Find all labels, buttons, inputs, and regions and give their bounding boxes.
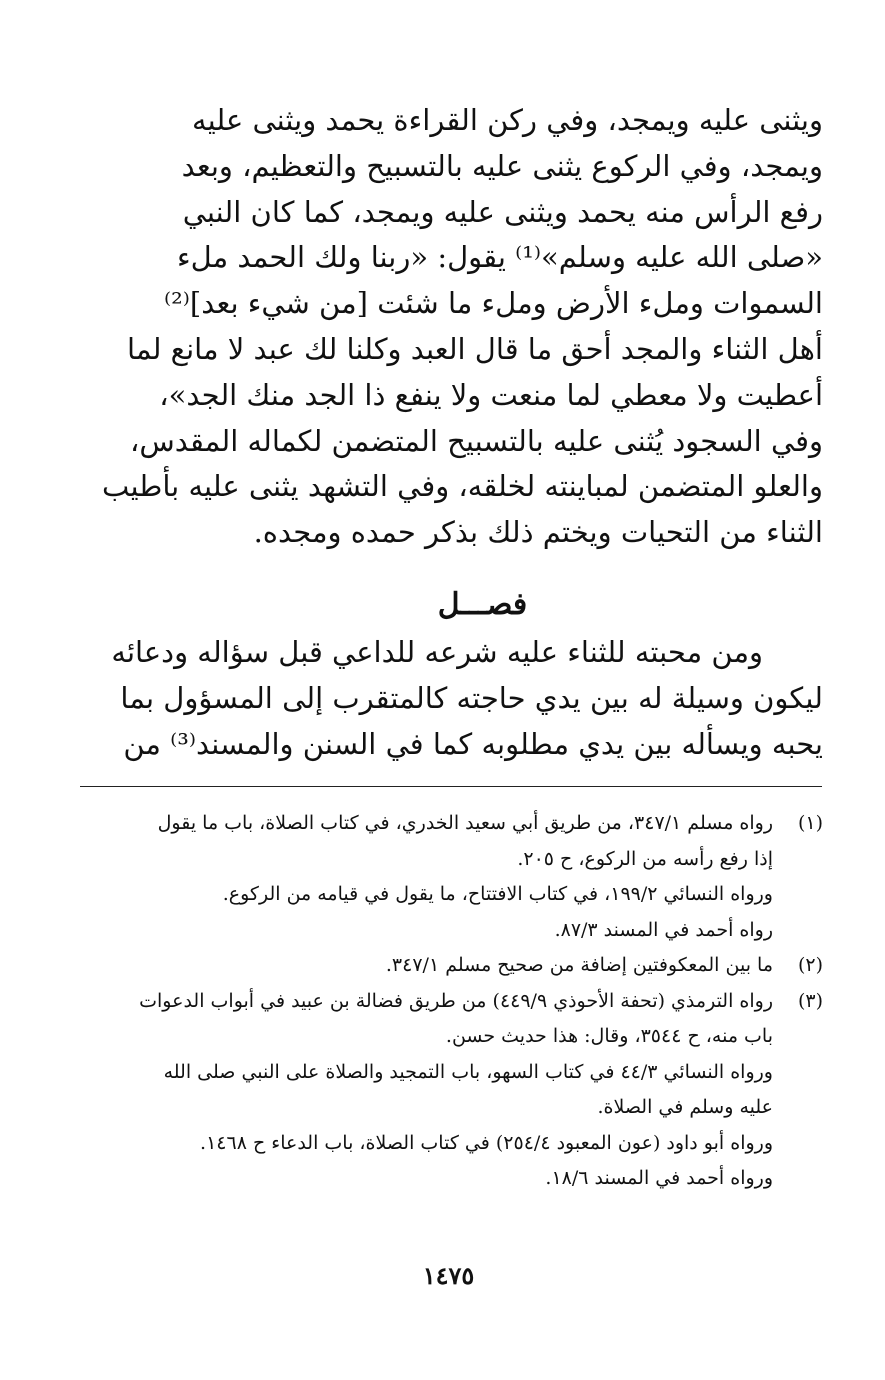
second-paragraph: [111, 630, 823, 767]
footnote-number: (٢): [797, 954, 823, 976]
footnote-number: (٣): [797, 989, 823, 1012]
page-number: [0, 1258, 885, 1294]
text-line: ويثنى عليه ويمجد، وفي ركن القراءة يحمد ويثنى عليه: [192, 103, 823, 137]
footnote-number: (١): [797, 812, 823, 834]
footnote-3: [63, 984, 823, 1197]
footnote-2: [63, 948, 823, 984]
footnote-line: ورواه النسائي ١٩٩/٢، في كتاب الافتتاح، ما يقول في قيامه من الركوع.: [222, 883, 773, 905]
footnote-line: باب منه، ح ٣٥٤٤، وقال: هذا حديث حسن.: [445, 1025, 773, 1047]
text-line: ويمجد، وفي الركوع يثنى عليه بالتسبيح والتعظيم، وبعد: [181, 148, 823, 183]
footnote-line: ورواه النسائي ٤٤/٣ في كتاب السهو، باب التمجيد والصلاة على النبي صلى الله: [163, 1060, 773, 1083]
footnote-line: ما بين المعكوفتين إضافة من صحيح مسلم ٣٤٧/١.: [385, 954, 773, 976]
footnotes: [63, 806, 823, 1197]
footnote-line: ورواه أحمد في المسند ١٨/٦.: [545, 1167, 773, 1189]
text-line: ليكون وسيلة له بين يدي حاجته كالمتقرب إلى المسؤول بما: [120, 680, 823, 715]
text-line: أعطيت ولا معطي لما منعت ولا ينفع ذا الجد منك الجد»،: [159, 377, 823, 412]
text-line: «صلى الله عليه وسلم»⁽¹⁾ يقول: «ربنا ولك الحمد ملء: [177, 240, 823, 275]
footnote-divider: [80, 786, 822, 787]
text-line: أهل الثناء والمجد أحق ما قال العبد وكلنا لك عبد لا مانع لما: [127, 331, 823, 366]
text-line: رفع الرأس منه يحمد ويثنى عليه ويمجد، كما كان النبي: [182, 194, 823, 229]
text-line: وفي السجود يُثنى عليه بالتسبيح المتضمن لكماله المقدس،: [129, 423, 823, 458]
footnote-line: ورواه أبو داود (عون المعبود ٢٥٤/٤) في كتاب الصلاة، باب الدعاء ح ١٤٦٨.: [200, 1131, 773, 1154]
section-heading: [0, 585, 885, 625]
footnote-line: رواه مسلم ٣٤٧/١، من طريق أبي سعيد الخدري، في كتاب الصلاة، باب ما يقول: [157, 812, 773, 834]
text-line: الثناء من التحيات ويختم ذلك بذكر حمده ومجده.: [253, 515, 823, 550]
text-line: ومن محبته للثناء عليه شرعه للداعي قبل سؤاله ودعائه: [111, 635, 763, 669]
footnote-line: رواه الترمذي (تحفة الأحوذي ٤٤٩/٩) من طريق فضالة بن عبيد في أبواب الدعوات: [139, 989, 773, 1012]
text-line: والعلو المتضمن لمباينته لخلقه، وفي التشهد يثنى عليه بأطيب: [102, 469, 823, 504]
section-heading-text: فصـــل: [437, 587, 528, 622]
footnote-line: رواه أحمد في المسند ٨٧/٣.: [554, 918, 773, 941]
page-number-text: ١٤٧٥: [422, 1261, 475, 1290]
footnote-1: [63, 806, 823, 948]
main-paragraph: [102, 98, 823, 556]
footnote-line: إذا رفع رأسه من الركوع، ح ٢٠٥.: [517, 847, 773, 870]
text-line: يحبه ويسأله بين يدي مطلوبه كما في السنن والمسند⁽³⁾ من: [123, 726, 823, 761]
footnote-line: عليه وسلم في الصلاة.: [597, 1096, 773, 1118]
text-line: السموات وملء الأرض وملء ما شئت [من شيء بعد]⁽²⁾: [164, 286, 823, 321]
